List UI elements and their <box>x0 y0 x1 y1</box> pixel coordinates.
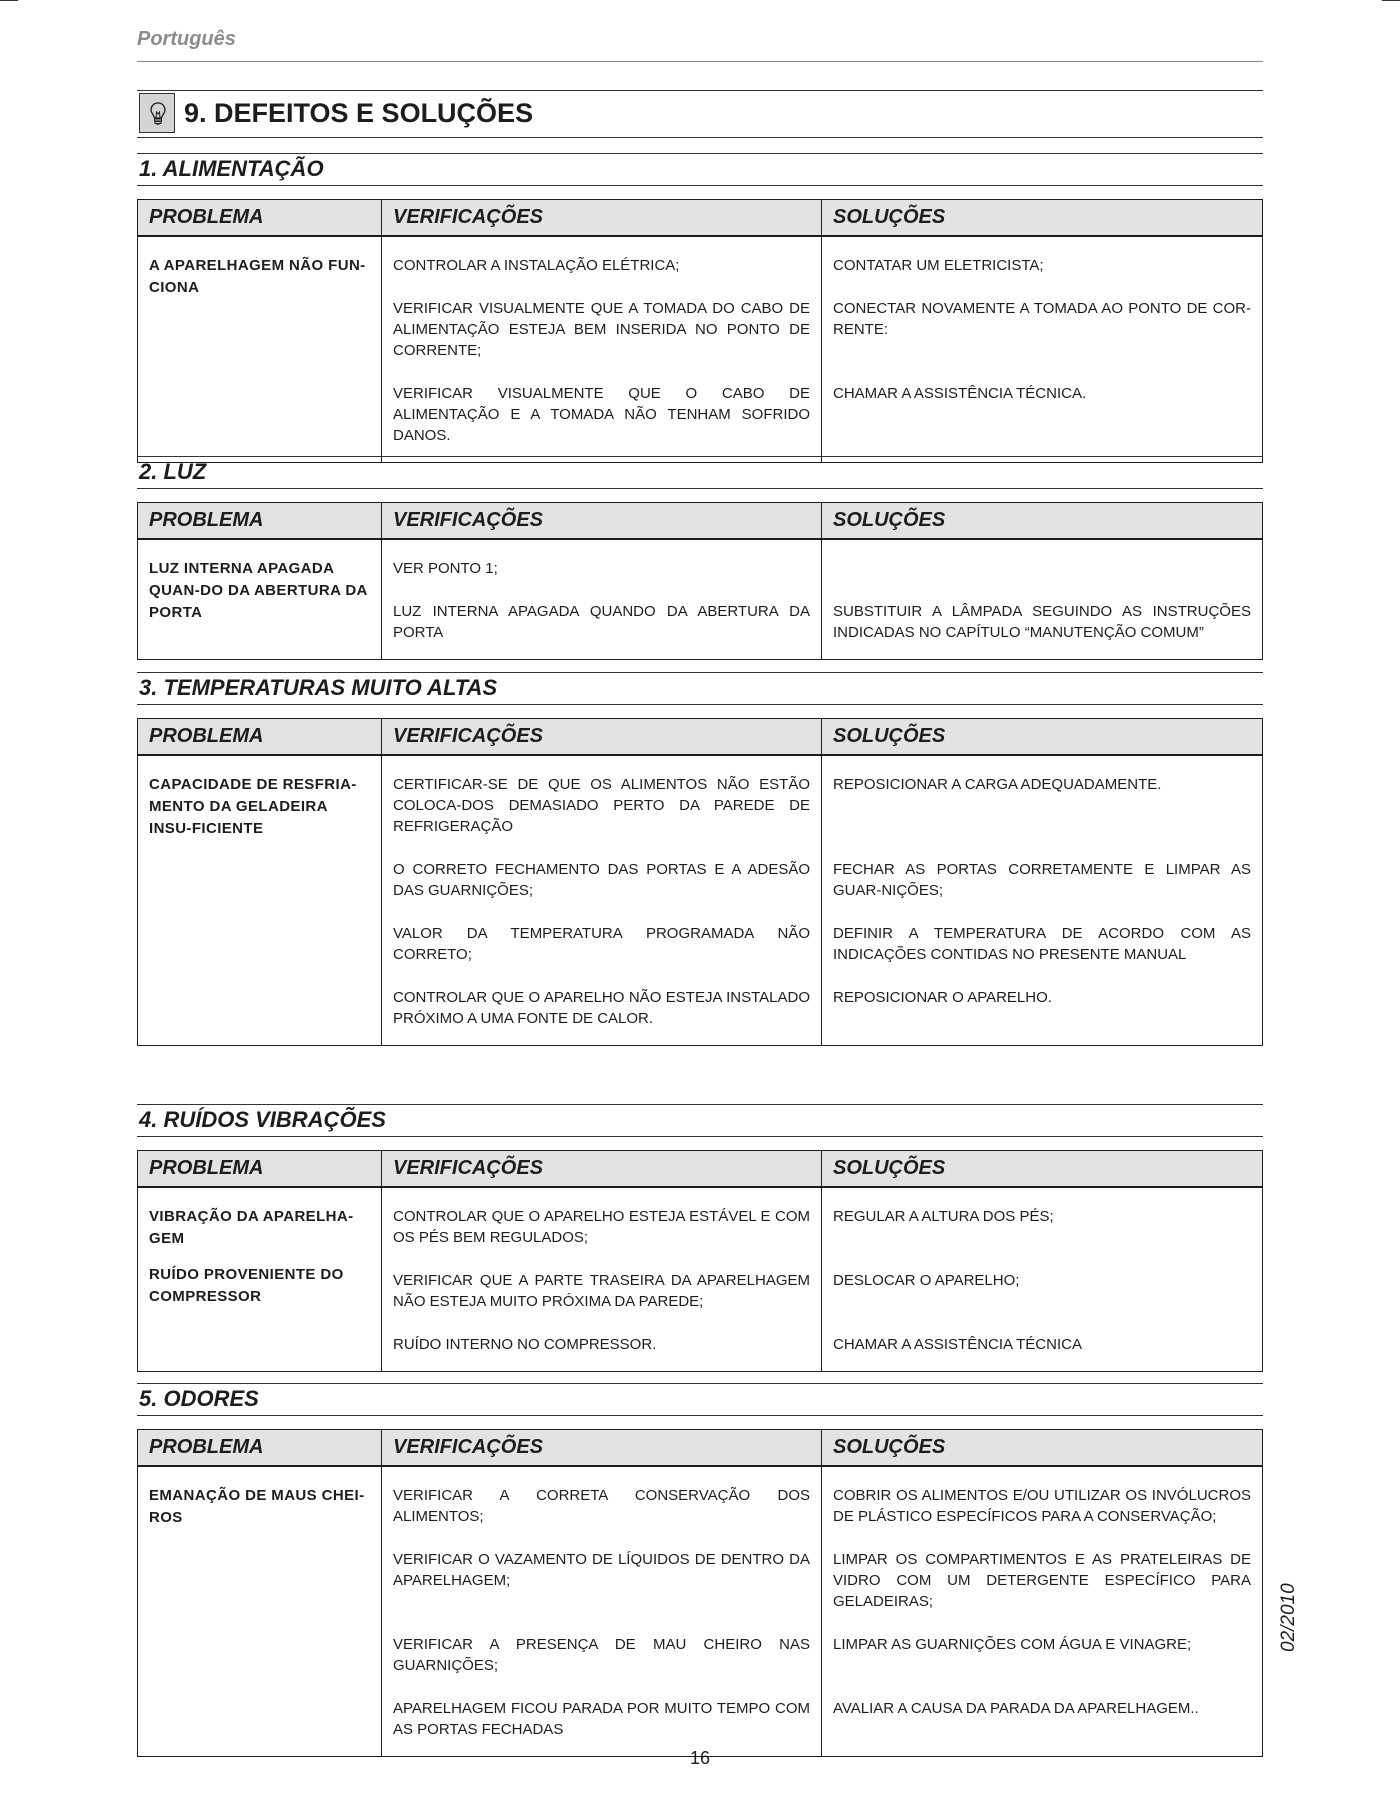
check-item: CERTIFICAR-SE DE QUE OS ALIMENTOS NÃO ESTÃO COLOCA-DOS DEMASIADO PERTO DA PAREDE DE REFRIGERAÇÃO <box>393 776 810 835</box>
solution-item: FECHAR AS PORTAS CORRETAMENTE E LIMPAR AS GUAR-NIÇÕES; <box>833 861 1251 899</box>
header-divider <box>137 61 1263 62</box>
table-row <box>138 1187 1263 1372</box>
section-header <box>137 153 1263 186</box>
check-item: CONTROLAR QUE O APARELHO ESTEJA ESTÁVEL E COM OS PÉS BEM REGULADOS; <box>393 1208 810 1246</box>
solution-item: LIMPAR AS GUARNIÇÕES COM ÁGUA E VINAGRE; <box>833 1636 1192 1653</box>
table-row <box>138 539 1263 660</box>
column-header-problem: PROBLEMA <box>138 719 382 756</box>
solutions-cell <box>822 755 1263 1046</box>
problem-text: LUZ INTERNA APAGADA QUAN-DO DA ABERTURA DA PORTA <box>149 560 368 621</box>
check-item: VERIFICAR VISUALMENTE QUE O CABO DE ALIMENTAÇÃO E A TOMADA NÃO TENHAM SOFRIDO DANOS. <box>393 385 810 444</box>
check-item: VERIFICAR A CORRETA CONSERVAÇÃO DOS ALIMENTOS; <box>393 1487 810 1525</box>
checks-cell <box>382 1466 822 1757</box>
column-header-solutions: SOLUÇÕES <box>822 503 1263 540</box>
solution-item: REPOSICIONAR A CARGA ADEQUADAMENTE. <box>833 776 1162 793</box>
column-header-checks: VERIFICAÇÕES <box>382 1151 822 1188</box>
solution-item: SUBSTITUIR A LÂMPADA SEGUINDO AS INSTRUÇÕES INDICADAS NO CAPÍTULO “MANUTENÇÃO COMUM” <box>833 603 1251 641</box>
table-header-row <box>138 1430 1263 1467</box>
solutions-cell <box>822 1466 1263 1757</box>
column-header-checks: VERIFICAÇÕES <box>382 719 822 756</box>
solution-item: CHAMAR A ASSISTÊNCIA TÉCNICA. <box>833 385 1087 402</box>
check-item: APARELHAGEM FICOU PARADA POR MUITO TEMPO COM AS PORTAS FECHADAS <box>393 1700 810 1738</box>
checks-cell <box>382 1187 822 1372</box>
check-item: CONTROLAR A INSTALAÇÃO ELÉTRICA; <box>393 257 680 274</box>
section-header <box>137 456 1263 489</box>
troubleshooting-table <box>137 199 1263 463</box>
problem-cell <box>138 539 382 660</box>
column-header-solutions: SOLUÇÕES <box>822 200 1263 237</box>
solution-item: REPOSICIONAR O APARELHO. <box>833 989 1052 1006</box>
check-item: CONTROLAR QUE O APARELHO NÃO ESTEJA INSTALADO PRÓXIMO A UMA FONTE DE CALOR. <box>393 989 810 1027</box>
table-header-row <box>138 719 1263 756</box>
problem-text: RUÍDO PROVENIENTE DO COMPRESSOR <box>149 1266 344 1305</box>
column-header-solutions: SOLUÇÕES <box>822 1430 1263 1467</box>
table-header-row <box>138 200 1263 237</box>
section-header <box>137 672 1263 705</box>
section <box>137 1104 1263 1372</box>
checks-cell <box>382 755 822 1046</box>
solutions-cell <box>822 236 1263 463</box>
column-header-problem: PROBLEMA <box>138 1151 382 1188</box>
crop-mark-right <box>1382 0 1400 1</box>
problem-text: CAPACIDADE DE RESFRIA-MENTO DA GELADEIRA INSU-FICIENTE <box>149 776 357 837</box>
column-header-solutions: SOLUÇÕES <box>822 1151 1263 1188</box>
column-header-problem: PROBLEMA <box>138 1430 382 1467</box>
section <box>137 1383 1263 1757</box>
chapter-title: 9. DEFEITOS E SOLUÇÕES <box>184 98 534 128</box>
table-header-row <box>138 1151 1263 1188</box>
solution-item: DEFINIR A TEMPERATURA DE ACORDO COM AS INDICAÇÕES CONTIDAS NO PRESENTE MANUAL <box>833 925 1251 963</box>
check-item: VALOR DA TEMPERATURA PROGRAMADA NÃO CORRETO; <box>393 925 810 963</box>
section <box>137 456 1263 660</box>
check-item: RUÍDO INTERNO NO COMPRESSOR. <box>393 1336 657 1353</box>
check-item: VERIFICAR QUE A PARTE TRASEIRA DA APARELHAGEM NÃO ESTEJA MUITO PRÓXIMA DA PAREDE; <box>393 1272 810 1310</box>
section-title: 2. LUZ <box>139 459 207 484</box>
section-header <box>137 1383 1263 1416</box>
checks-cell <box>382 236 822 463</box>
check-item: LUZ INTERNA APAGADA QUANDO DA ABERTURA DA PORTA <box>393 603 810 641</box>
solution-item: LIMPAR OS COMPARTIMENTOS E AS PRATELEIRAS DE VIDRO COM UM DETERGENTE ESPECÍFICO PARA GELADEIRAS; <box>833 1551 1251 1610</box>
troubleshooting-table <box>137 1429 1263 1757</box>
lightbulb-icon <box>139 93 175 133</box>
section-header <box>137 1104 1263 1137</box>
solution-item: DESLOCAR O APARELHO; <box>833 1272 1020 1289</box>
column-header-checks: VERIFICAÇÕES <box>382 503 822 540</box>
section-title: 1. ALIMENTAÇÃO <box>139 156 324 181</box>
chapter-heading <box>137 90 1263 138</box>
checks-cell <box>382 539 822 660</box>
solution-item: CONTATAR UM ELETRICISTA; <box>833 257 1044 274</box>
crop-mark-left <box>0 0 18 1</box>
section-title: 4. RUÍDOS VIBRAÇÕES <box>139 1107 386 1132</box>
troubleshooting-table <box>137 502 1263 660</box>
check-item: VERIFICAR A PRESENÇA DE MAU CHEIRO NAS GUARNIÇÕES; <box>393 1636 810 1674</box>
column-header-checks: VERIFICAÇÕES <box>382 1430 822 1467</box>
problem-cell <box>138 1187 382 1372</box>
date-code: 02/2010 <box>1278 1583 1299 1652</box>
column-header-problem: PROBLEMA <box>138 503 382 540</box>
section <box>137 672 1263 1046</box>
language-label: Português <box>137 28 236 50</box>
problem-text: EMANAÇÃO DE MAUS CHEI-ROS <box>149 1487 365 1526</box>
problem-cell <box>138 1466 382 1757</box>
table-row <box>138 1466 1263 1757</box>
table-row <box>138 755 1263 1046</box>
solutions-cell <box>822 539 1263 660</box>
check-item: O CORRETO FECHAMENTO DAS PORTAS E A ADESÃO DAS GUARNIÇÕES; <box>393 861 810 899</box>
column-header-problem: PROBLEMA <box>138 200 382 237</box>
solutions-cell <box>822 1187 1263 1372</box>
section <box>137 153 1263 463</box>
page-number: 16 <box>689 1748 711 1768</box>
problem-text: A APARELHAGEM NÃO FUN-CIONA <box>149 257 366 296</box>
solution-item: REGULAR A ALTURA DOS PÉS; <box>833 1208 1054 1225</box>
problem-text: VIBRAÇÃO DA APARELHA-GEM <box>149 1208 354 1247</box>
solution-item: CHAMAR A ASSISTÊNCIA TÉCNICA <box>833 1336 1082 1353</box>
problem-cell <box>138 236 382 463</box>
section-title: 5. ODORES <box>139 1386 259 1411</box>
table-row <box>138 236 1263 463</box>
check-item: VERIFICAR O VAZAMENTO DE LÍQUIDOS DE DENTRO DA APARELHAGEM; <box>393 1551 810 1589</box>
table-header-row <box>138 503 1263 540</box>
column-header-checks: VERIFICAÇÕES <box>382 200 822 237</box>
check-item: VERIFICAR VISUALMENTE QUE A TOMADA DO CABO DE ALIMENTAÇÃO ESTEJA BEM INSERIDA NO PONTO DE CORRENTE; <box>393 300 810 359</box>
check-item: VER PONTO 1; <box>393 560 498 577</box>
section-title: 3. TEMPERATURAS MUITO ALTAS <box>139 675 498 700</box>
troubleshooting-table <box>137 718 1263 1046</box>
solution-item: COBRIR OS ALIMENTOS E/OU UTILIZAR OS INVÓLUCROS DE PLÁSTICO ESPECÍFICOS PARA A CONSERVAÇÃO; <box>833 1487 1251 1525</box>
solution-item: CONECTAR NOVAMENTE A TOMADA AO PONTO DE COR-RENTE: <box>833 300 1251 338</box>
solution-item: AVALIAR A CAUSA DA PARADA DA APARELHAGEM.. <box>833 1700 1199 1717</box>
troubleshooting-table <box>137 1150 1263 1372</box>
solution-item <box>833 558 1251 579</box>
column-header-solutions: SOLUÇÕES <box>822 719 1263 756</box>
problem-cell <box>138 755 382 1046</box>
